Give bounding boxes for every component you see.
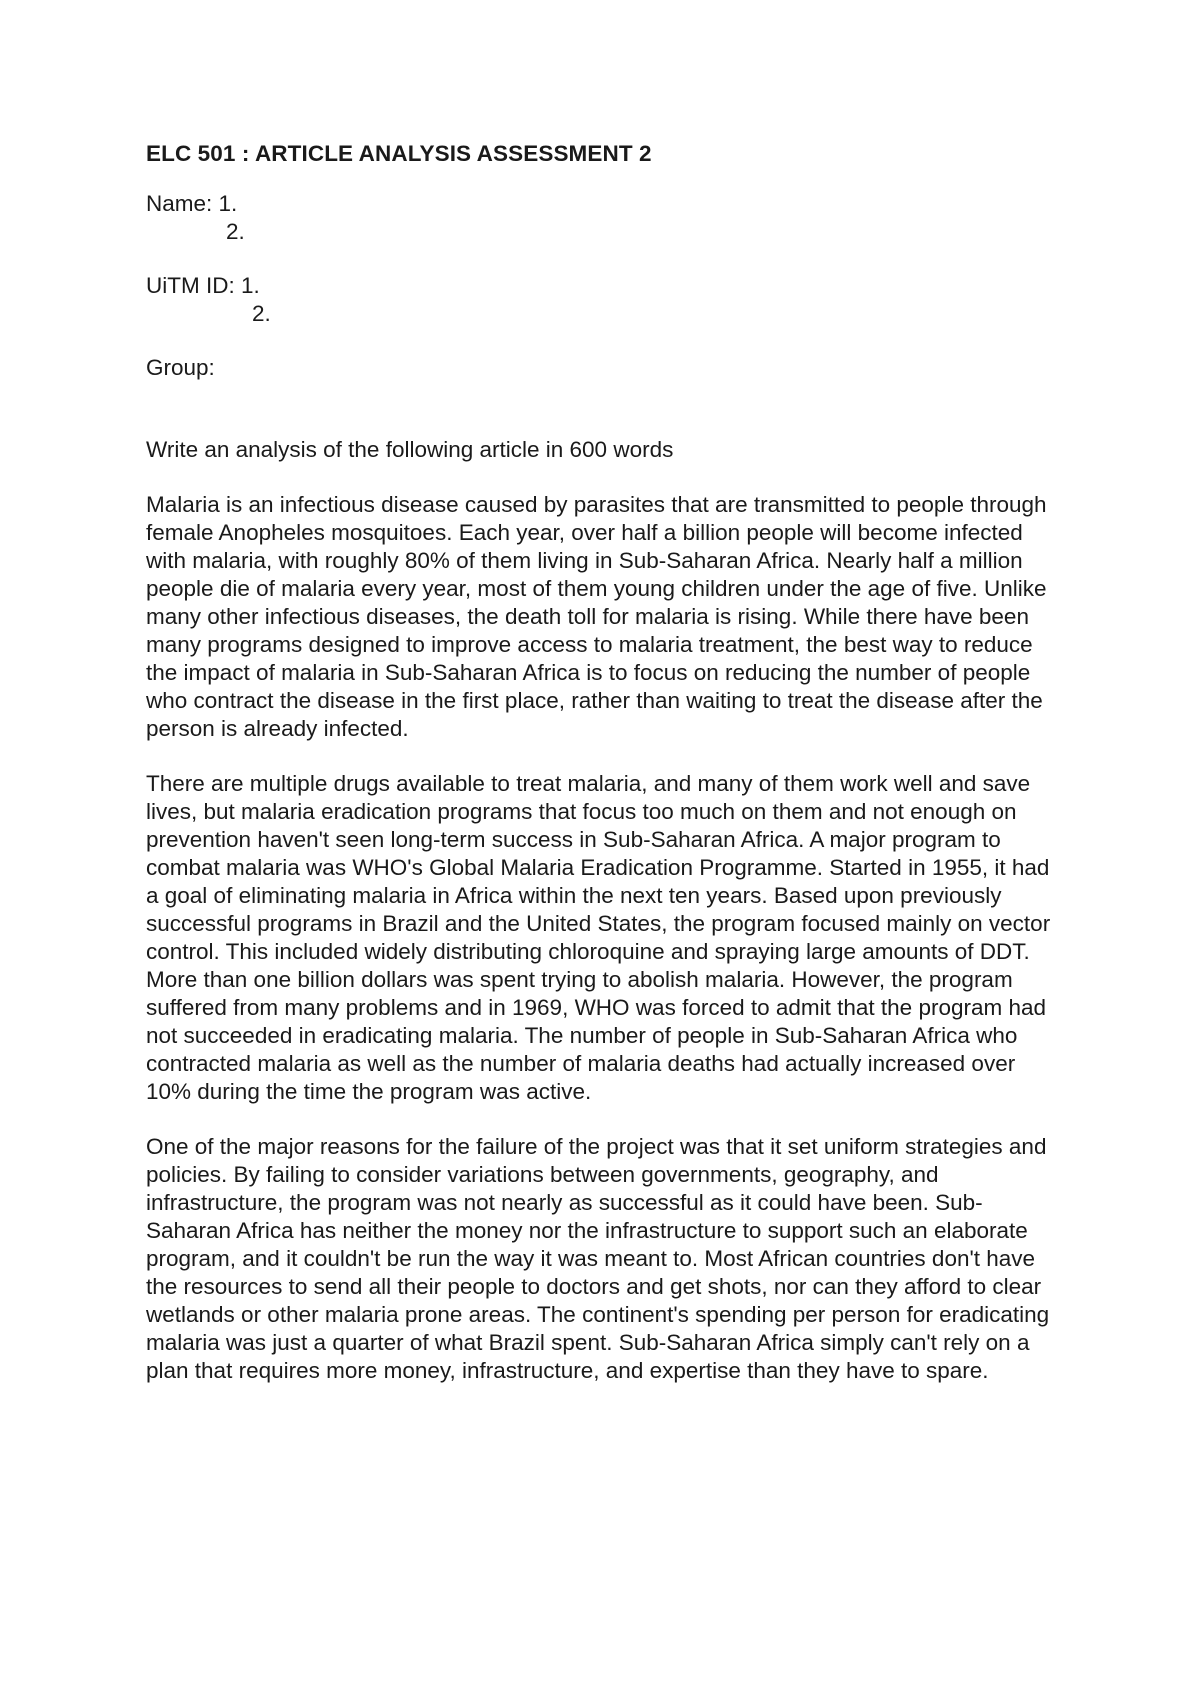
document-page [146, 140, 1086, 1412]
uitm-id-field: UiTM ID: 1. [146, 273, 260, 298]
article-paragraph-3: One of the major reasons for the failure of the project was that it set uniform strategies and policies. By failing to consider variations between governments, geography, and infrastructure, the program was not nearly as successful as it could have been. Sub-Saharan Africa has neither the money nor the infrastructure to support such an elaborate program, and it couldn't be run the way it was meant to. Most African countries don't have the resources to send all their people to doctors and get shots, nor can they afford to clear wetlands or other malaria prone areas. The continent's spending per person for eradicating malaria was just a quarter of what Brazil spent. Sub-Saharan Africa simply can't rely on a plan that requires more money, infrastructure, and expertise than they have to spare. [146, 1134, 1050, 1383]
article-paragraph-1: Malaria is an infectious disease caused by parasites that are transmitted to people through female Anopheles mosquitoes. Each year, over half a billion people will become infected with malaria, with roughly 80% of them living in Sub-Saharan Africa. Nearly half a million people die of malaria every year, most of them young children under the age of five. Unlike many other infectious diseases, the death toll for malaria is rising. While there have been many programs designed to improve access to malaria treatment, the best way to reduce the impact of malaria in Sub-Saharan Africa is to focus on reducing the number of people who contract the disease in the first place, rather than waiting to treat the disease after the person is already infected. [146, 492, 1047, 741]
document-title: ELC 501 : ARTICLE ANALYSIS ASSESSMENT 2 [146, 141, 652, 166]
uitm-id-field-second: 2. [252, 301, 271, 326]
name-field-second: 2. [226, 219, 245, 244]
instruction-text: Write an analysis of the following article in 600 words [146, 437, 674, 462]
group-field: Group: [146, 355, 215, 380]
name-field: Name: 1. [146, 191, 238, 216]
article-paragraph-2: There are multiple drugs available to treat malaria, and many of them work well and save lives, but malaria eradication programs that focus too much on them and not enough on prevention haven't seen long-term success in Sub-Saharan Africa. A major program to combat malaria was WHO's Global Malaria Eradication Programme. Started in 1955, it had a goal of eliminating malaria in Africa within the next ten years. Based upon previously successful programs in Brazil and the United States, the program focused mainly on vector control. This included widely distributing chloroquine and spraying large amounts of DDT. More than one billion dollars was spent trying to abolish malaria. However, the program suffered from many problems and in 1969, WHO was forced to admit that the program had not succeeded in eradicating malaria. The number of people in Sub-Saharan Africa who contracted malaria as well as the number of malaria deaths had actually increased over 10% during the time the program was active. [146, 771, 1051, 1104]
